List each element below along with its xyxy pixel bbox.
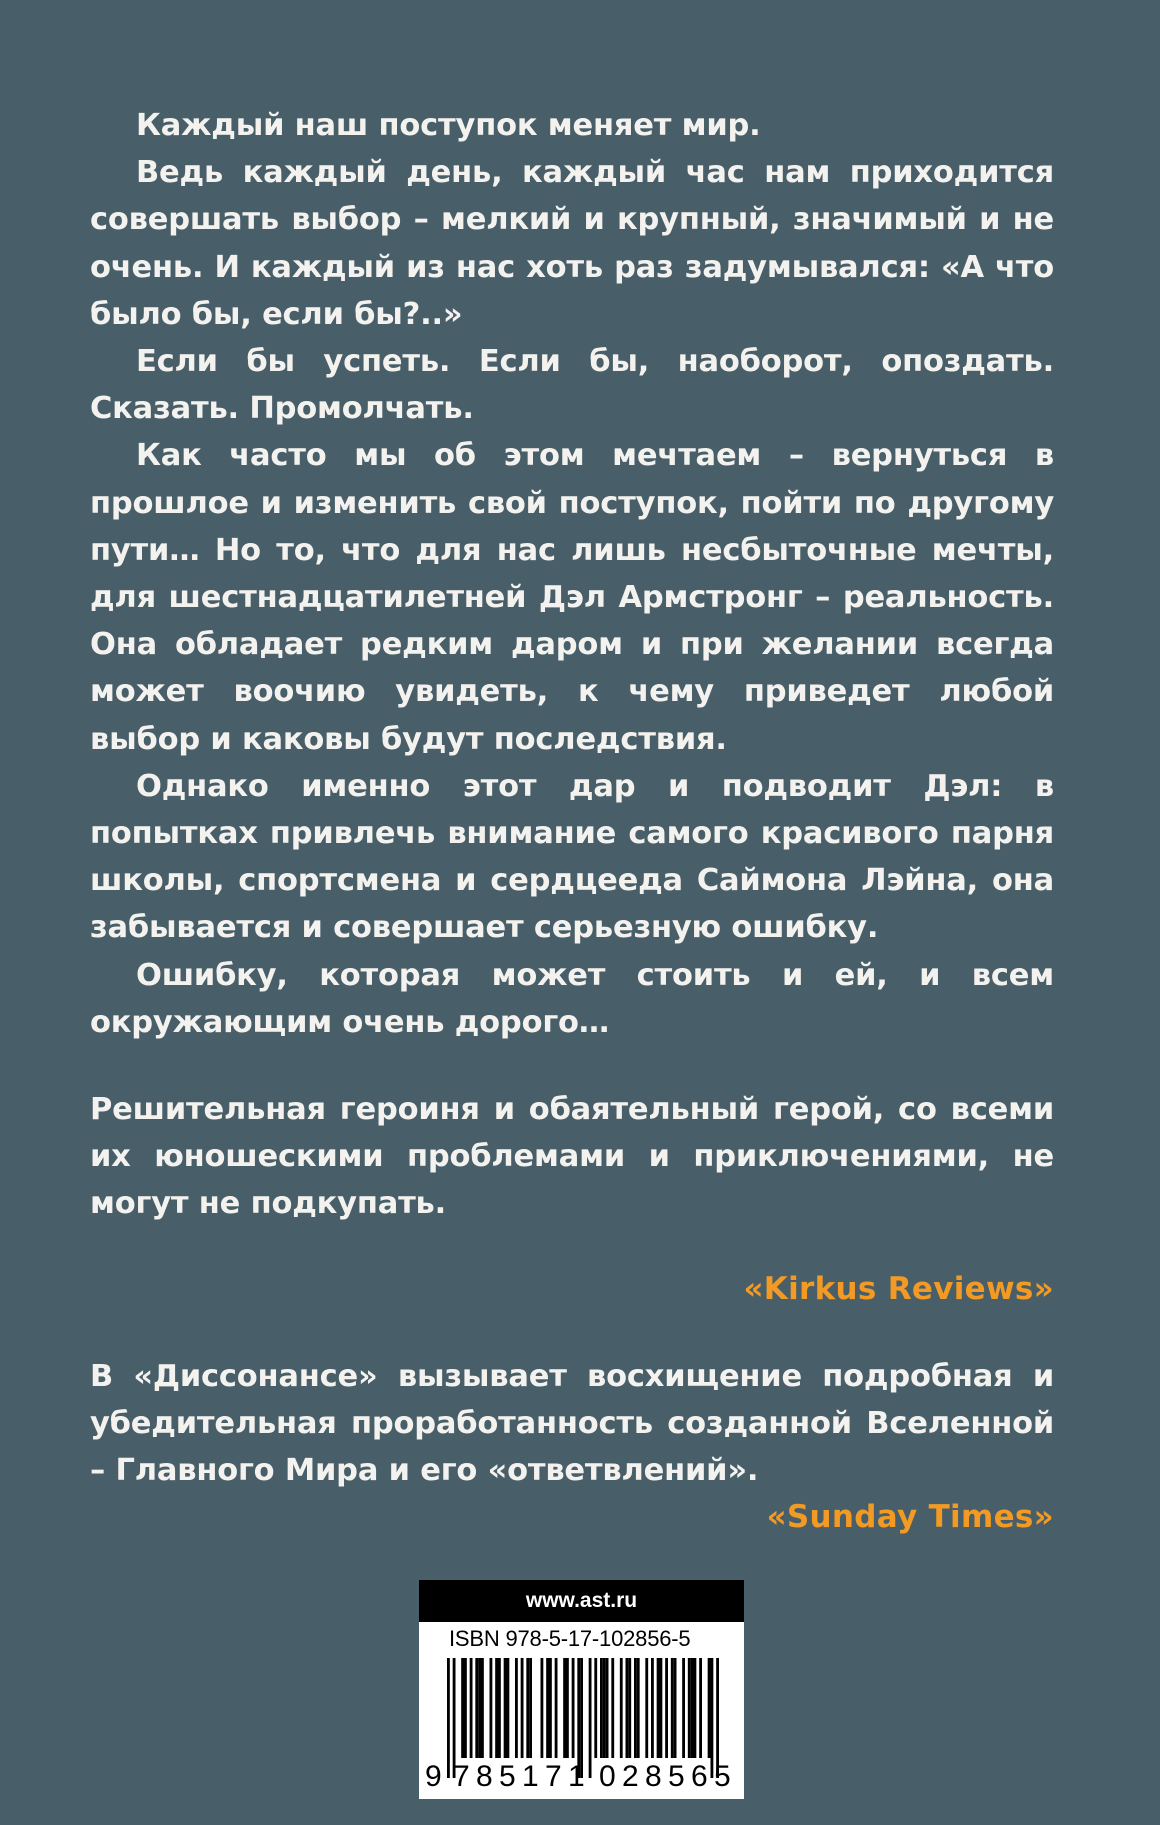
barcode-bar xyxy=(515,1658,518,1758)
barcode-bar xyxy=(688,1658,691,1758)
barcode-digit: 5 xyxy=(668,1760,685,1793)
barcode-bar xyxy=(708,1658,711,1758)
barcode-bar xyxy=(626,1658,629,1758)
publisher-url: www.ast.ru xyxy=(419,1580,744,1622)
barcode-bar xyxy=(490,1658,493,1758)
barcode-bar xyxy=(572,1658,575,1758)
barcode-bar xyxy=(660,1658,663,1758)
barcode-bar xyxy=(504,1658,507,1758)
barcode-bar xyxy=(682,1658,685,1758)
barcode-bar xyxy=(475,1658,478,1758)
barcode-bar xyxy=(470,1658,473,1758)
barcode-bar xyxy=(498,1658,501,1758)
barcode-bar xyxy=(628,1658,631,1758)
barcode-bar xyxy=(521,1658,524,1758)
barcode-bar xyxy=(566,1658,569,1758)
barcode-digit: 7 xyxy=(453,1760,470,1793)
barcode-bar xyxy=(606,1658,609,1758)
barcode-bar xyxy=(671,1658,674,1758)
barcode-bar xyxy=(549,1658,552,1758)
annotation-paragraph: Каждый наш поступок меняет мир. xyxy=(136,108,761,143)
barcode-bar xyxy=(481,1658,484,1758)
barcode-bar xyxy=(637,1658,640,1758)
barcode-digit: 5 xyxy=(499,1760,516,1793)
barcode-bar xyxy=(589,1658,592,1778)
barcode-bar xyxy=(620,1658,623,1758)
barcode-bar xyxy=(546,1658,549,1758)
barcode-bar xyxy=(447,1658,450,1778)
annotation-paragraph: Ошибку, которая может стоить и ей, и всем окружающим очень дорого… xyxy=(90,957,1054,1040)
barcode-bar xyxy=(563,1658,566,1758)
barcode-bar xyxy=(645,1658,648,1758)
review-quote: Решительная героиня и обаятельный герой, со всеми их юношескими проблемами и приключениями, не могут не подкупать. xyxy=(90,1092,1054,1222)
barcode-digit: 2 xyxy=(622,1760,639,1793)
barcode-bar xyxy=(699,1658,702,1758)
barcode-bar xyxy=(603,1658,606,1758)
barcode-bar xyxy=(634,1658,637,1758)
barcode-digit: 7 xyxy=(545,1760,562,1793)
barcode-bar xyxy=(711,1658,714,1778)
review-quote: В «Диссонансе» вызывает восхищение подробная и убедительная проработанность созданной Вселенной – Главного Мира и его «ответвлений». xyxy=(90,1358,1054,1489)
back-cover-text xyxy=(90,102,1054,1541)
barcode-digit: 8 xyxy=(476,1760,493,1793)
barcode-digit: 1 xyxy=(522,1760,539,1793)
barcode-bar xyxy=(651,1658,654,1758)
annotation-paragraph: Ведь каждый день, каждый час нам приходится совершать выбор – мелкий и крупный, значимый и не очень. И каждый из нас хоть раз задумывался: «А что было бы, если бы?..» xyxy=(90,155,1054,332)
barcode-bar xyxy=(464,1658,467,1758)
annotation-paragraph: Если бы успеть. Если бы, наоборот, опоздать. Сказать. Промолчать. xyxy=(90,344,1054,427)
barcode-bar xyxy=(555,1658,558,1758)
barcode-bar xyxy=(594,1658,597,1758)
annotation-paragraph: Однако именно этот дар и подводит Дэл: в попытках привлечь внимание самого красивого парня школы, спортсмена и сердцееда Саймона Лэйна, она забывается и совершает серьезную ошибку. xyxy=(90,768,1054,946)
barcode-bar xyxy=(507,1658,510,1758)
barcode-block xyxy=(419,1580,744,1799)
barcode-bar xyxy=(529,1658,532,1758)
barcode-bar xyxy=(526,1658,529,1758)
barcode-bar xyxy=(495,1658,498,1758)
barcode-bar xyxy=(694,1658,697,1758)
annotation-paragraph: Как часто мы об этом мечтаем – вернуться в прошлое и изменить свой поступок, пойти по другому пути… Но то, что для нас лишь несбыточные мечты, для шестнадцатилетней Дэл Армстронг – реальность. Она обладает редким даром и при желании всегда может воочию увидеть, к чему приведет любой выбор и каковы будут последствия. xyxy=(90,438,1054,757)
barcode-bar xyxy=(541,1658,544,1758)
barcode-digit: 0 xyxy=(599,1760,616,1793)
barcode-bar xyxy=(478,1658,481,1758)
barcode-digit: 1 xyxy=(568,1760,585,1793)
barcode-bar xyxy=(600,1658,603,1758)
barcode-digit: 5 xyxy=(714,1760,731,1793)
barcode-bar xyxy=(611,1658,614,1758)
barcode-digit: 6 xyxy=(691,1760,708,1793)
review-source: «Sunday Times» xyxy=(766,1499,1054,1536)
barcode-bar xyxy=(657,1658,660,1758)
barcode-digit: 8 xyxy=(645,1760,662,1793)
barcode-bar xyxy=(674,1658,677,1758)
barcode-digit: 9 xyxy=(425,1760,442,1793)
barcode-bar xyxy=(461,1658,464,1758)
barcode-bar xyxy=(665,1658,668,1758)
review-source: «Kirkus Reviews» xyxy=(743,1270,1054,1307)
barcode-bar xyxy=(691,1658,694,1758)
isbn-label: ISBN 978-5-17-102856-5 xyxy=(449,1626,691,1651)
